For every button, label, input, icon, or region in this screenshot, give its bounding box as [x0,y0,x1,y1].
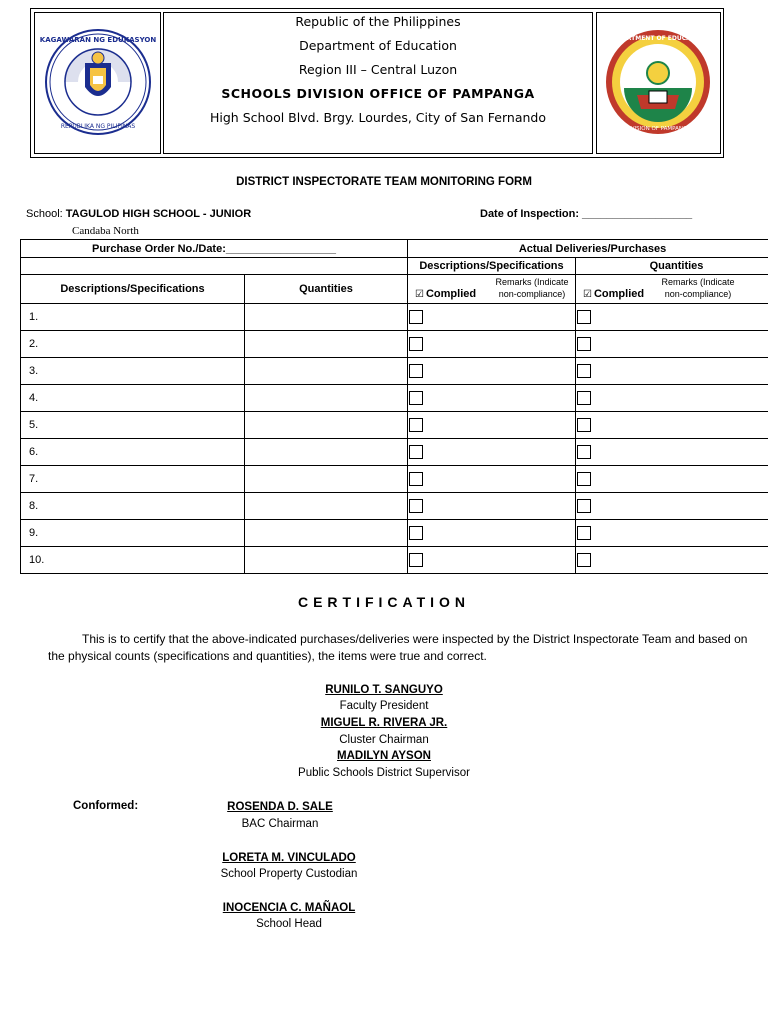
division-seal-cell [596,12,721,154]
compliance-cell [576,520,768,547]
desc-complied-label [408,288,476,300]
monitoring-table [20,239,768,574]
qty-compliance-header [576,275,768,304]
conformed-label: Conformed: [73,800,139,812]
desc-compliance-checkbox[interactable] [409,310,423,324]
date-of-inspection: Date of Inspection: __________________ [480,208,693,220]
compliance-cell [408,547,576,574]
desc-compliance-checkbox[interactable] [409,364,423,378]
compliance-cell [576,493,768,520]
qty-remarks-label [654,276,742,300]
qty-complied-label [576,288,644,300]
conformed-name: ROSENDA D. SALE [227,801,333,813]
qty-compliance-checkbox[interactable] [577,418,591,432]
conformed-role: School Head [256,918,322,930]
compliance-cell [576,331,768,358]
compliance-cell [576,439,768,466]
compliance-cell [576,412,768,439]
quantity-cell[interactable] [245,439,408,466]
certification-title: CERTIFICATION [297,594,471,610]
qty-compliance-checkbox[interactable] [577,364,591,378]
qty-compliance-checkbox[interactable] [577,310,591,324]
compliance-cell [576,358,768,385]
school-field [26,208,251,220]
checkbox-checked-icon: ☑ [583,289,592,300]
remarks-line2: non-compliance) [498,289,566,299]
quantity-cell[interactable] [245,358,408,385]
desc-compliance-checkbox[interactable] [409,472,423,486]
signatory-name: MADILYN AYSON [337,750,431,762]
svg-text:DIVISION OF PAMPANGA: DIVISION OF PAMPANGA [624,126,692,132]
qty-compliance-checkbox[interactable] [577,526,591,540]
table-row [21,331,768,358]
quantity-cell[interactable] [245,412,408,439]
certification-text: This is to certify that the above-indicated purchases/deliveries were inspected by the District Inspectorate Team and based on the physical counts (specifications and quantities), the items were true and correct. [48,632,748,663]
desc-remarks-label [488,276,576,300]
desc-compliance-checkbox[interactable] [409,553,423,567]
row-number: 2. [21,331,245,358]
po-number-date: Purchase Order No./Date:__________________ [21,240,408,258]
desc-header: Descriptions/Specifications [21,275,245,304]
desc-compliance-checkbox[interactable] [409,391,423,405]
compliance-cell [408,412,576,439]
remarks-line1: Remarks (Indicate [495,277,569,287]
table-row [21,520,768,547]
row-number: 5. [21,412,245,439]
desc-compliance-checkbox[interactable] [409,337,423,351]
letterhead-text [163,12,593,154]
district-name: Candaba North [72,225,139,237]
table-row [21,466,768,493]
quantity-cell[interactable] [245,304,408,331]
compliance-cell [576,547,768,574]
svg-text:KAGAWARAN NG EDUKASYON: KAGAWARAN NG EDUKASYON [39,36,157,44]
row-number: 10. [21,547,245,574]
conformed-name: LORETA M. VINCULADO [222,852,356,864]
table-body [21,304,768,574]
desc-compliance-checkbox[interactable] [409,418,423,432]
quantity-cell[interactable] [245,466,408,493]
qty-compliance-checkbox[interactable] [577,553,591,567]
header-department: Department of Education [299,38,457,53]
checkbox-checked-icon: ☑ [415,289,424,300]
row-number: 7. [21,466,245,493]
row-number: 9. [21,520,245,547]
table-row [21,358,768,385]
quantity-cell[interactable] [245,520,408,547]
desc-compliance-checkbox[interactable] [409,526,423,540]
remarks-line1: Remarks (Indicate [661,277,735,287]
conformed-name: INOCENCIA C. MAÑAOL [222,902,356,914]
compliance-cell [576,304,768,331]
header-region: Region III – Central Luzon [298,62,458,77]
row-number: 6. [21,439,245,466]
header-address: High School Blvd. Brgy. Lourdes, City of San Fernando [210,110,546,125]
actual-deliveries-header: Actual Deliveries/Purchases [408,240,768,258]
table-row [21,547,768,574]
table-row [21,385,768,412]
form-title: DISTRICT INSPECTORATE TEAM MONITORING FORM [236,176,532,188]
compliance-cell [408,358,576,385]
table-row [21,412,768,439]
compliance-cell [576,385,768,412]
qty-compliance-checkbox[interactable] [577,499,591,513]
row-number: 4. [21,385,245,412]
row-number: 1. [21,304,245,331]
table-row [21,304,768,331]
svg-text:DEPARTMENT OF EDUCATION: DEPARTMENT OF EDUCATION [609,35,707,42]
complied-text: Complied [425,288,477,300]
compliance-cell [576,466,768,493]
qty-compliance-checkbox[interactable] [577,337,591,351]
qty-compliance-checkbox[interactable] [577,445,591,459]
quantity-cell[interactable] [245,385,408,412]
remarks-line2: non-compliance) [664,289,732,299]
signatory-role: Public Schools District Supervisor [298,767,470,779]
table-row [21,493,768,520]
compliance-cell [408,385,576,412]
desc-compliance-header [408,275,576,304]
compliance-cell [408,466,576,493]
compliance-cell [408,304,576,331]
school-label: School: [26,208,63,220]
certification-body [48,631,748,665]
signatory-name: RUNILO T. SANGUYO [325,684,443,696]
signatory-name: MIGUEL R. RIVERA JR. [320,717,448,729]
signatory-role: Cluster Chairman [339,734,429,746]
deped-seal-logo [35,13,160,153]
conformed-role: School Property Custodian [220,868,358,880]
qty-compliance-checkbox[interactable] [577,391,591,405]
compliance-cell [408,331,576,358]
header-division-office: SCHOOLS DIVISION OFFICE OF PAMPANGA [221,86,535,101]
desc-compliance-checkbox[interactable] [409,445,423,459]
compliance-cell [408,439,576,466]
signatory-role: Faculty President [339,700,429,712]
quantity-cell[interactable] [245,493,408,520]
complied-text: Complied [593,288,645,300]
actual-desc-header: Descriptions/Specifications [408,258,576,275]
compliance-cell [408,520,576,547]
row-number: 8. [21,493,245,520]
header-republic: Republic of the Philippines [295,14,461,29]
deped-seal-cell [34,12,161,154]
desc-compliance-checkbox[interactable] [409,499,423,513]
actual-qty-header: Quantities [576,258,768,275]
letterhead [30,8,724,158]
blank-header-cell [21,258,408,275]
qty-compliance-checkbox[interactable] [577,472,591,486]
quantity-cell[interactable] [245,547,408,574]
school-value: TAGULOD HIGH SCHOOL - JUNIOR [65,208,252,220]
division-seal-logo [597,13,720,153]
svg-text:REPUBLIKA NG PILIPINAS: REPUBLIKA NG PILIPINAS [60,123,136,130]
compliance-cell [408,493,576,520]
conformed-role: BAC Chairman [241,818,319,830]
qty-header: Quantities [245,275,408,304]
row-number: 3. [21,358,245,385]
quantity-cell[interactable] [245,331,408,358]
table-row [21,439,768,466]
